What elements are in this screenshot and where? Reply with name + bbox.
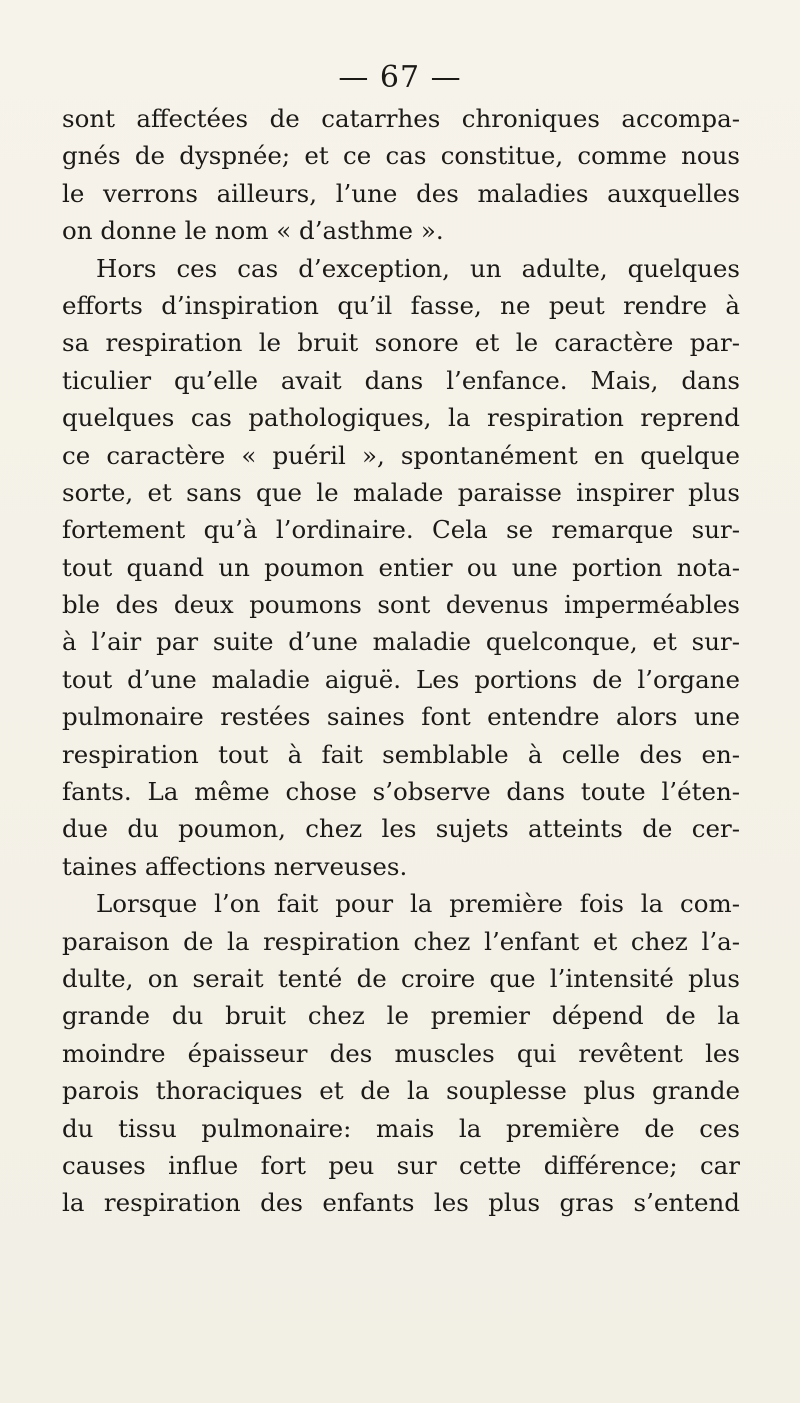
text-line: à l’air par suite d’une maladie quelconque, et sur- xyxy=(62,627,740,657)
text-line: pulmonaire restées saines font entendre alors une xyxy=(62,702,740,732)
text-line: le verrons ailleurs, l’une des maladies auxquelles xyxy=(62,178,740,208)
text-line: ticulier qu’elle avait dans l’enfance. Mais, dans xyxy=(62,365,740,395)
text-line: respiration tout à fait semblable à celle des en- xyxy=(62,739,740,769)
text-line: on donne le nom « d’asthme ». xyxy=(62,216,444,246)
text-line: la respiration des enfants les plus gras s’entend xyxy=(62,1188,740,1218)
text-line: fortement qu’à l’ordinaire. Cela se remarque sur- xyxy=(62,515,740,545)
text-line: paraison de la respiration chez l’enfant et chez l’a- xyxy=(62,926,740,956)
text-line: ble des deux poumons sont devenus imperméables xyxy=(62,590,740,620)
text-line: tout quand un poumon entier ou une portion nota- xyxy=(62,552,740,582)
text-line: sont affectées de catarrhes chroniques accompa- xyxy=(62,104,740,133)
text-line: dulte, on serait tenté de croire que l’intensité plus xyxy=(62,963,740,993)
text-line: parois thoraciques et de la souplesse plus grande xyxy=(62,1076,740,1106)
text-line: ce caractère « puéril », spontanément en quelque xyxy=(62,440,740,470)
text-line: sorte, et sans que le malade paraisse inspirer plus xyxy=(62,477,740,507)
text-line: tout d’une maladie aiguë. Les portions de l’organe xyxy=(62,664,740,694)
text-line: gnés de dyspnée; et ce cas constitue, comme nous xyxy=(62,141,740,171)
text-line: du tissu pulmonaire: mais la première de ces xyxy=(62,1113,740,1143)
text-line: due du poumon, chez les sujets atteints de cer- xyxy=(62,814,740,844)
body-text xyxy=(62,100,740,1222)
text-line: sa respiration le bruit sonore et le caractère par- xyxy=(62,328,740,358)
text-line: efforts d’inspiration qu’il fasse, ne peut rendre à xyxy=(62,290,740,320)
text-line: grande du bruit chez le premier dépend de la xyxy=(62,1001,740,1031)
text-line: taines affections nerveuses. xyxy=(62,851,408,881)
text-line: moindre épaisseur des muscles qui revêtent les xyxy=(62,1038,740,1068)
text-line: quelques cas pathologiques, la respiration reprend xyxy=(62,403,740,433)
text-line: Hors ces cas d’exception, un adulte, quelques xyxy=(96,253,740,283)
page-number: — 67 — xyxy=(338,60,462,95)
text-line: Lorsque l’on fait pour la première fois la com- xyxy=(96,889,740,919)
text-line: causes influe fort peu sur cette différence; car xyxy=(62,1150,740,1180)
text-line: fants. La même chose s’observe dans toute l’éten- xyxy=(62,777,740,807)
